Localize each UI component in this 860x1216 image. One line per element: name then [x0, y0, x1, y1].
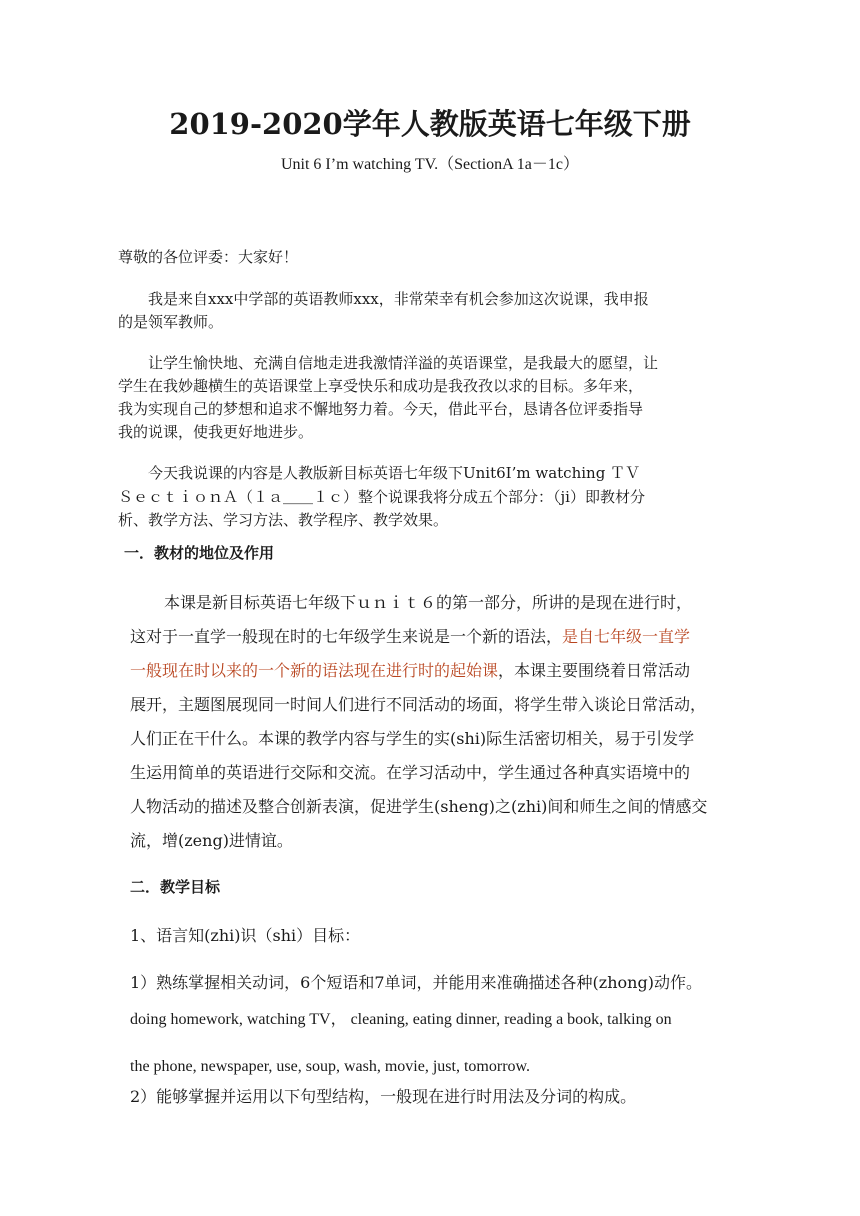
highlighted-text: 是自七年级一直学	[562, 627, 691, 646]
objective-item-1: 1）熟练掌握相关动词，6个短语和7单词，并能用来准确描述各种(zhong)动作。	[130, 973, 702, 992]
section1-heading: 一．教材的地位及作用	[124, 544, 275, 562]
intro-para2-line4: 我的说课，使我更好地进步。	[118, 423, 314, 441]
document-title: 2019-2020学年人教版英语七年级下册	[169, 107, 691, 141]
section1-line2	[130, 625, 690, 649]
intro-para2-line2: 学生在我妙趣横生的英语课堂上享受快乐和成功是我孜孜以求的目标。多年来，	[118, 377, 644, 395]
section2-subheading: 1、语言知(zhi)识（shi）目标：	[130, 926, 361, 945]
intro-para1-line2: 的是领军教师。	[118, 313, 224, 331]
section1-line8: 流，增(zeng)进情谊。	[130, 831, 293, 850]
intro-para2-line3: 我为实现自己的梦想和追求不懈地努力着。今天，借此平台，恳请各位评委指导	[118, 400, 644, 418]
section2-heading: 二．教学目标	[130, 878, 221, 896]
section1-line1: 本课是新目标英语七年级下ｕｎｉｔ６的第一部分，所讲的是现在进行时，	[164, 593, 693, 612]
section1-line6: 生运用简单的英语进行交际和交流。在学习活动中，学生通过各种真实语境中的	[130, 763, 691, 782]
intro-para1-line1-text: 我是来自xxx中学部的英语教师xxx，非常荣幸有机会参加这次说课，我申报	[148, 290, 649, 308]
greeting-text: 尊敬的各位评委：大家好！	[118, 248, 299, 266]
intro-para1-line1	[118, 288, 730, 310]
section1-line4: 展开，主题图展现同一时间人们进行不同活动的场面，将学生带入谈论日常活动，	[130, 695, 707, 714]
section1-line3	[130, 659, 690, 683]
section1-line7: 人物活动的描述及整合创新表演，促进学生(sheng)之(zhi)间和师生之间的情感交	[130, 797, 708, 816]
vocab-line-2: the phone, newspaper, use, soup, wash, movie, just, tomorrow.	[130, 1058, 531, 1075]
intro-para3-line3: 析、教学方法、学习方法、教学程序、教学效果。	[118, 511, 449, 529]
objective-item-2: 2）能够掌握并运用以下句型结构，一般现在进行时用法及分词的构成。	[130, 1087, 637, 1106]
section1-line5: 人们正在干什么。本课的教学内容与学生的实(shi)际生活密切相关，易于引发学	[130, 729, 695, 748]
intro-para3-line1: 今天我说课的内容是人教版新目标英语七年级下Unit6I’m watching ＴＶ	[148, 464, 641, 482]
intro-para2-line1: 让学生愉快地、充满自信地走进我激情洋溢的英语课堂，是我最大的愿望，让	[148, 354, 659, 372]
highlighted-text: 一般现在时以来的一个新的语法现在进行时的起始课	[130, 661, 499, 680]
section1-line2-text: 这对于一直学一般现在时的七年级学生来说是一个新的语法，	[130, 627, 563, 646]
intro-para3-line2: ＳｅｃｔｉｏｎＡ（１ａ＿＿１ｃ）整个说课我将分成五个部分：（ji）即教材分	[118, 488, 645, 506]
vocab-line-1: doing homework, watching TV， cleaning, eating dinner, reading a book, talking on	[130, 1011, 672, 1028]
document-subtitle: Unit 6 I’m watching TV.（SectionA 1a－1c）	[280, 156, 580, 173]
section1-line3-text: ，本课主要围绕着日常活动	[498, 661, 691, 680]
